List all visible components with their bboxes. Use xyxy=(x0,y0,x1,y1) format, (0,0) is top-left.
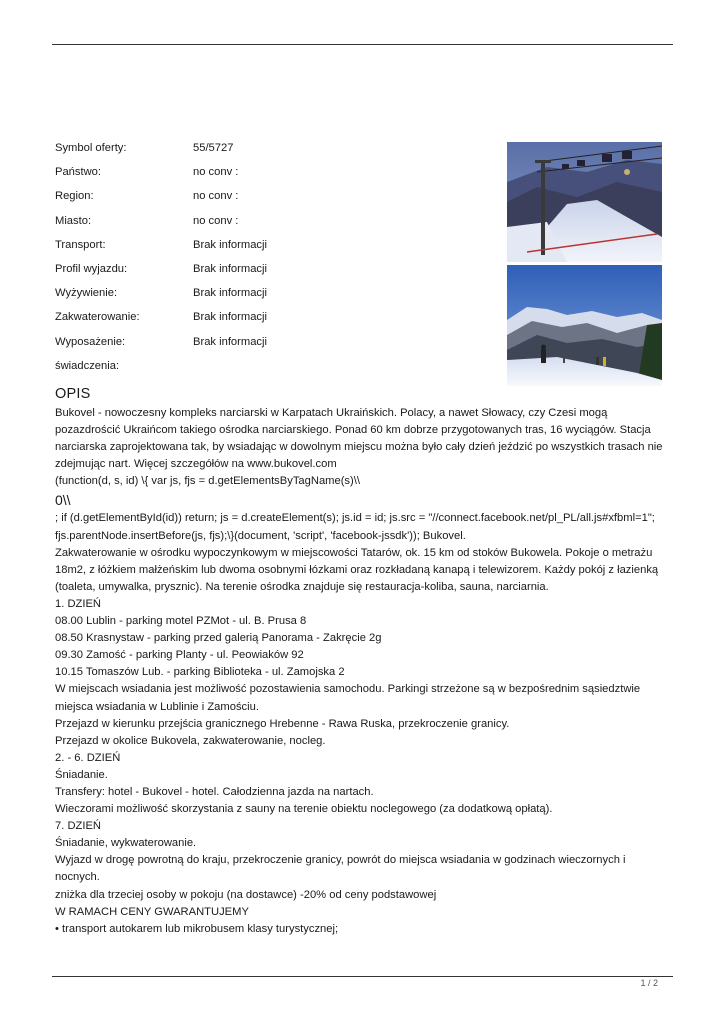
info-value: Brak informacji xyxy=(193,262,267,275)
header-rule xyxy=(52,44,673,45)
info-row xyxy=(55,164,495,188)
paragraph: 0\\ xyxy=(55,492,71,509)
ski-lift-photo xyxy=(507,142,662,262)
info-value: 55/5727 xyxy=(193,142,234,154)
paragraph: W RAMACH CENY GWARANTUJEMY xyxy=(55,905,249,918)
info-label: Państwo: xyxy=(55,166,102,179)
info-row xyxy=(55,358,495,382)
info-row xyxy=(55,285,495,309)
paragraph: 09.30 Zamość - parking Planty - ul. Peowiaków 92 xyxy=(55,649,304,662)
info-value xyxy=(193,358,495,382)
paragraph: Zakwaterowanie w ośrodku wypoczynkowym w miejscowości Tatarów, ok. 15 km od stoków Bukowela. Pokoje o metrażu 18m2, z łóżkiem małżeńskim lub dwoma osobnymi łózkami oraz rozkładaną kanapą i telewizorem. Każdy pokój z łazienką (toaleta, umywalka, prysznic). Na terenie ośrodka znajduje się restauracja-koliba, sauna, narciarnia. xyxy=(55,546,659,593)
paragraph: Transfery: hotel - Bukovel - hotel. Całodzienna jazda na nartach. xyxy=(55,785,374,798)
info-row xyxy=(55,188,495,212)
mountain-slope-photo xyxy=(507,265,662,386)
info-row xyxy=(55,213,495,237)
page-number: 1 / 2 xyxy=(640,978,658,988)
info-value: Brak informacji xyxy=(193,238,267,251)
info-value: no conv : xyxy=(193,190,239,203)
paragraph: Przejazd w kierunku przejścia granicznego Hrebenne - Rawa Ruska, przekroczenie granicy. xyxy=(55,717,510,730)
info-value: no conv : xyxy=(193,166,239,179)
info-label: Region: xyxy=(55,190,94,203)
paragraph: 1. DZIEŃ xyxy=(55,597,102,610)
info-label: świadczenia: xyxy=(55,359,120,372)
info-row xyxy=(55,261,495,285)
info-value: Brak informacji xyxy=(193,287,267,300)
paragraph: Wieczorami możliwość skorzystania z sauny na terenie obiektu noclegowego (za dodatkową opłatą). xyxy=(55,803,553,816)
paragraph: Wyjazd w drogę powrotną do kraju, przekroczenie granicy, powrót do miejsca wsiadania w godzinach wieczornych i nocnych. xyxy=(55,854,626,884)
info-value: no conv : xyxy=(193,214,239,227)
footer-rule xyxy=(52,976,673,977)
paragraph: (function(d, s, id) \{ var js, fjs = d.getElementsByTagName(s)\\ xyxy=(55,475,360,488)
paragraph: W miejscach wsiadania jest możliwość pozostawienia samochodu. Parkingi strzeżone są w bezpośrednim sąsiedztwie miejsca wsiadania w Lublinie i Zamościu. xyxy=(55,683,641,713)
info-row xyxy=(55,309,495,333)
paragraph: ; if (d.getElementById(id)) return; js = d.createElement(s); js.id = id; js.src = "//connect.facebook.net/pl_PL/all.js#xfbml=1"; fjs.parentNode.insertBefore(js, fjs);\}(document, 'script', 'facebook-jssdk')); Bukovel. xyxy=(55,512,655,542)
paragraph: zniżka dla trzeciej osoby w pokoju (na dostawce) -20% od ceny podstawowej xyxy=(55,888,437,901)
paragraph: 2. - 6. DZIEŃ xyxy=(55,751,121,764)
info-label: Miasto: xyxy=(55,214,92,227)
info-value: Brak informacji xyxy=(193,335,267,348)
paragraph: Bukovel - nowoczesny kompleks narciarski w Karpatach Ukraińskich. Polacy, a nawet Słowacy, czy Czesi mogą pozazdrościć Ukraińcom takiego ośrodka narciarskiego. Ponad 60 km dobrze przygotowanych tras, 16 wyciągów. Stacja narciarska zaprojektowana tak, by wsiadając w dowolnym miejscu można było cały dzień jeździć po wszystkich trasach nie zdejmując nart. Więcej szczegółów na www.bukovel.com xyxy=(55,407,663,471)
paragraph: Śniadanie. xyxy=(55,768,108,781)
paragraph: 08.00 Lublin - parking motel PZMot - ul. B. Prusa 8 xyxy=(55,615,307,628)
paragraph: 10.15 Tomaszów Lub. - parking Biblioteka - ul. Zamojska 2 xyxy=(55,666,345,679)
paragraph: • transport autokarem lub mikrobusem klasy turystycznej; xyxy=(55,922,339,935)
offer-info-table xyxy=(55,140,495,382)
info-label: Symbol oferty: xyxy=(55,142,127,154)
paragraph: 08.50 Krasnystaw - parking przed galerią Panorama - Zakręcie 2g xyxy=(55,632,382,645)
paragraph: 7. DZIEŃ xyxy=(55,820,102,833)
info-row xyxy=(55,237,495,261)
info-label: Profil wyjazdu: xyxy=(55,262,128,275)
info-label: Wyposażenie: xyxy=(55,335,126,348)
info-row xyxy=(55,334,495,358)
paragraph: Śniadanie, wykwaterowanie. xyxy=(55,837,197,850)
section-heading: OPIS xyxy=(55,386,91,402)
info-label: Transport: xyxy=(55,238,106,251)
info-label: Zakwaterowanie: xyxy=(55,311,140,324)
info-label: Wyżywienie: xyxy=(55,287,118,300)
description-text xyxy=(55,405,673,938)
info-row xyxy=(55,140,495,164)
paragraph: Przejazd w okolice Bukovela, zakwaterowanie, nocleg. xyxy=(55,734,326,747)
info-value: Brak informacji xyxy=(193,311,267,324)
